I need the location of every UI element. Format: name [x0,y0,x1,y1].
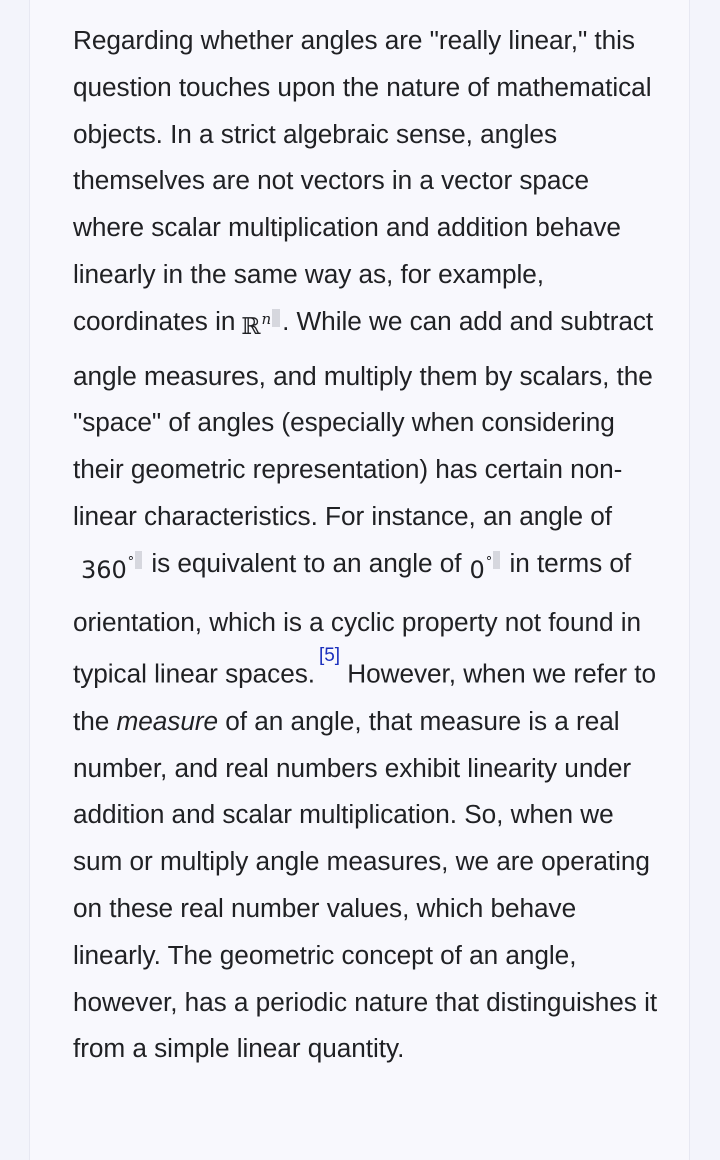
emphasis-measure: measure [116,705,219,736]
text-segment-1: Regarding whether angles are "really linear," this question touches upon the nature of mathematical objects. In a strict algebraic sense, angles themselves are not vectors in a vector space where scalar multiplication and addition behave linearly in the same way as, for example, coordinates in [73,25,652,336]
math-placeholder [493,551,500,569]
math-rn [241,304,280,353]
math-360-value: 360 [81,555,127,584]
math-rn-exponent: n [261,309,272,328]
article-paragraph [73,17,663,1072]
text-segment-4: in terms of orientation, which is a cyclic property not found in typical linear spaces. [73,547,642,690]
citation-link[interactable]: [5] [318,645,340,667]
math-0-degrees [470,547,501,599]
math-placeholder [272,309,280,327]
text-segment-2: . While we can add and subtract angle measures, and multiply them by scalars, the "space" of angles (especially when considering their geometric representation) has certain non-linear characteristics. For instance, an angle of [73,305,654,531]
text-segment-6: of an angle, that measure is a real number, and real numbers exhibit linearity under addition and scalar multiplication. So, when we sum or multiply angle measures, we are operating on these real number values, which behave linearly. The geometric concept of an angle, however, has a periodic nature that distinguishes it from a simple linear quantity. [73,705,658,1064]
text-segment-3: is equivalent to an angle of [151,547,462,578]
math-rn-base: ℝ [241,313,261,340]
degree-symbol: ° [485,554,493,570]
math-360-degrees [81,547,142,599]
math-placeholder [135,551,142,569]
math-0-value: 0 [469,555,485,584]
text-segment-5: However, when we refer to the [73,659,656,736]
degree-symbol: ° [127,554,135,570]
